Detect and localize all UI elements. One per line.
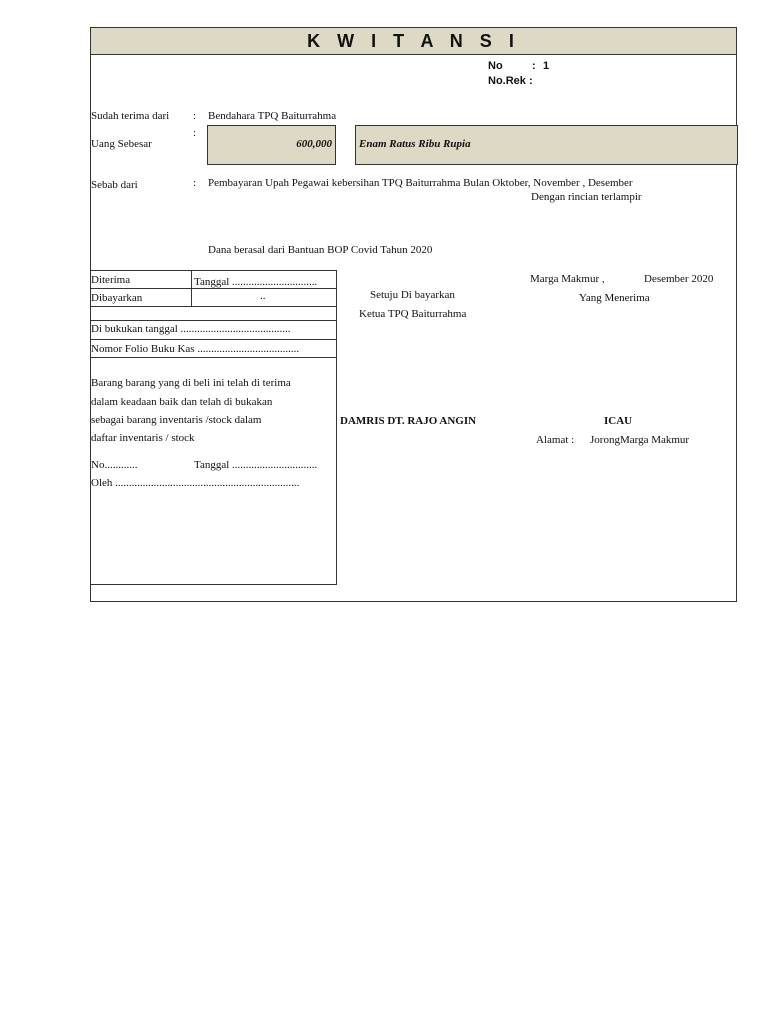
note-line-2: dalam keadaan baik dan telah di bukakan <box>91 396 273 408</box>
nomor-folio-label: Nomor Folio Buku Kas ..................................... <box>91 343 300 355</box>
dibayarkan-dots: .. <box>260 290 266 302</box>
reason-label: Sebab dari <box>91 179 138 191</box>
table-line <box>336 270 337 585</box>
amount-words: Enam Ratus Ribu Rupia <box>359 138 471 150</box>
oleh-line: Oleh ................................................................... <box>91 477 300 489</box>
yang-menerima-label: Yang Menerima <box>579 292 650 304</box>
alamat-label: Alamat : <box>536 434 575 446</box>
place-label: Marga Makmur , <box>530 273 605 285</box>
dibukukan-label: Di bukukan tanggal ........................................ <box>91 323 291 335</box>
amount-value: 600,000 <box>296 138 332 150</box>
date-label: Desember 2020 <box>644 273 714 285</box>
tanggal-label: Tanggal ............................... <box>194 276 318 288</box>
reason-line-1: Pembayaran Upah Pegawai kebersihan TPQ Baiturrahma Bulan Oktober, November , Desember <box>208 177 633 189</box>
table-line <box>90 357 337 358</box>
norek-label: No.Rek : <box>488 75 533 87</box>
no-label: No <box>488 60 503 72</box>
table-line <box>90 320 337 321</box>
dibayarkan-label: Dibayarkan <box>91 292 143 304</box>
received-from-label: Sudah terima dari <box>91 110 170 122</box>
note-line-4: daftar inventaris / stock <box>91 432 195 444</box>
no-value: 1 <box>543 60 550 72</box>
amount-label: Uang Sebesar <box>91 138 152 150</box>
table-line <box>90 339 337 340</box>
setuju-label: Setuju Di bayarkan <box>370 289 455 301</box>
fund-source: Dana berasal dari Bantuan BOP Covid Tahun 2020 <box>208 244 433 256</box>
reason-separator: : <box>193 177 197 189</box>
no-separator: : <box>532 60 536 72</box>
table-line <box>90 584 337 585</box>
received-from-value: Bendahara TPQ Baiturrahma <box>208 110 337 122</box>
amount-separator: : <box>193 127 197 139</box>
table-line <box>90 306 337 307</box>
table-line <box>191 270 192 306</box>
no-line: No............ <box>91 459 138 471</box>
table-line <box>90 288 337 289</box>
ketua-label: Ketua TPQ Baiturrahma <box>359 308 467 320</box>
receiver-name: ICAU <box>604 415 633 427</box>
received-from-separator: : <box>193 110 197 122</box>
alamat-value: JorongMarga Makmur <box>590 434 690 446</box>
signer-name: DAMRIS DT. RAJO ANGIN <box>340 415 477 427</box>
diterima-label: Diterima <box>91 274 131 286</box>
receipt-title: K W I T A N S I <box>307 31 520 51</box>
note-line-1: Barang barang yang di beli ini telah di terima <box>91 377 291 389</box>
tanggal-line-2: Tanggal ............................... <box>194 459 318 471</box>
reason-line-2: Dengan rincian terlampir <box>531 191 642 203</box>
table-line <box>90 270 337 271</box>
note-line-3: sebagai barang inventaris /stock dalam <box>91 414 262 426</box>
